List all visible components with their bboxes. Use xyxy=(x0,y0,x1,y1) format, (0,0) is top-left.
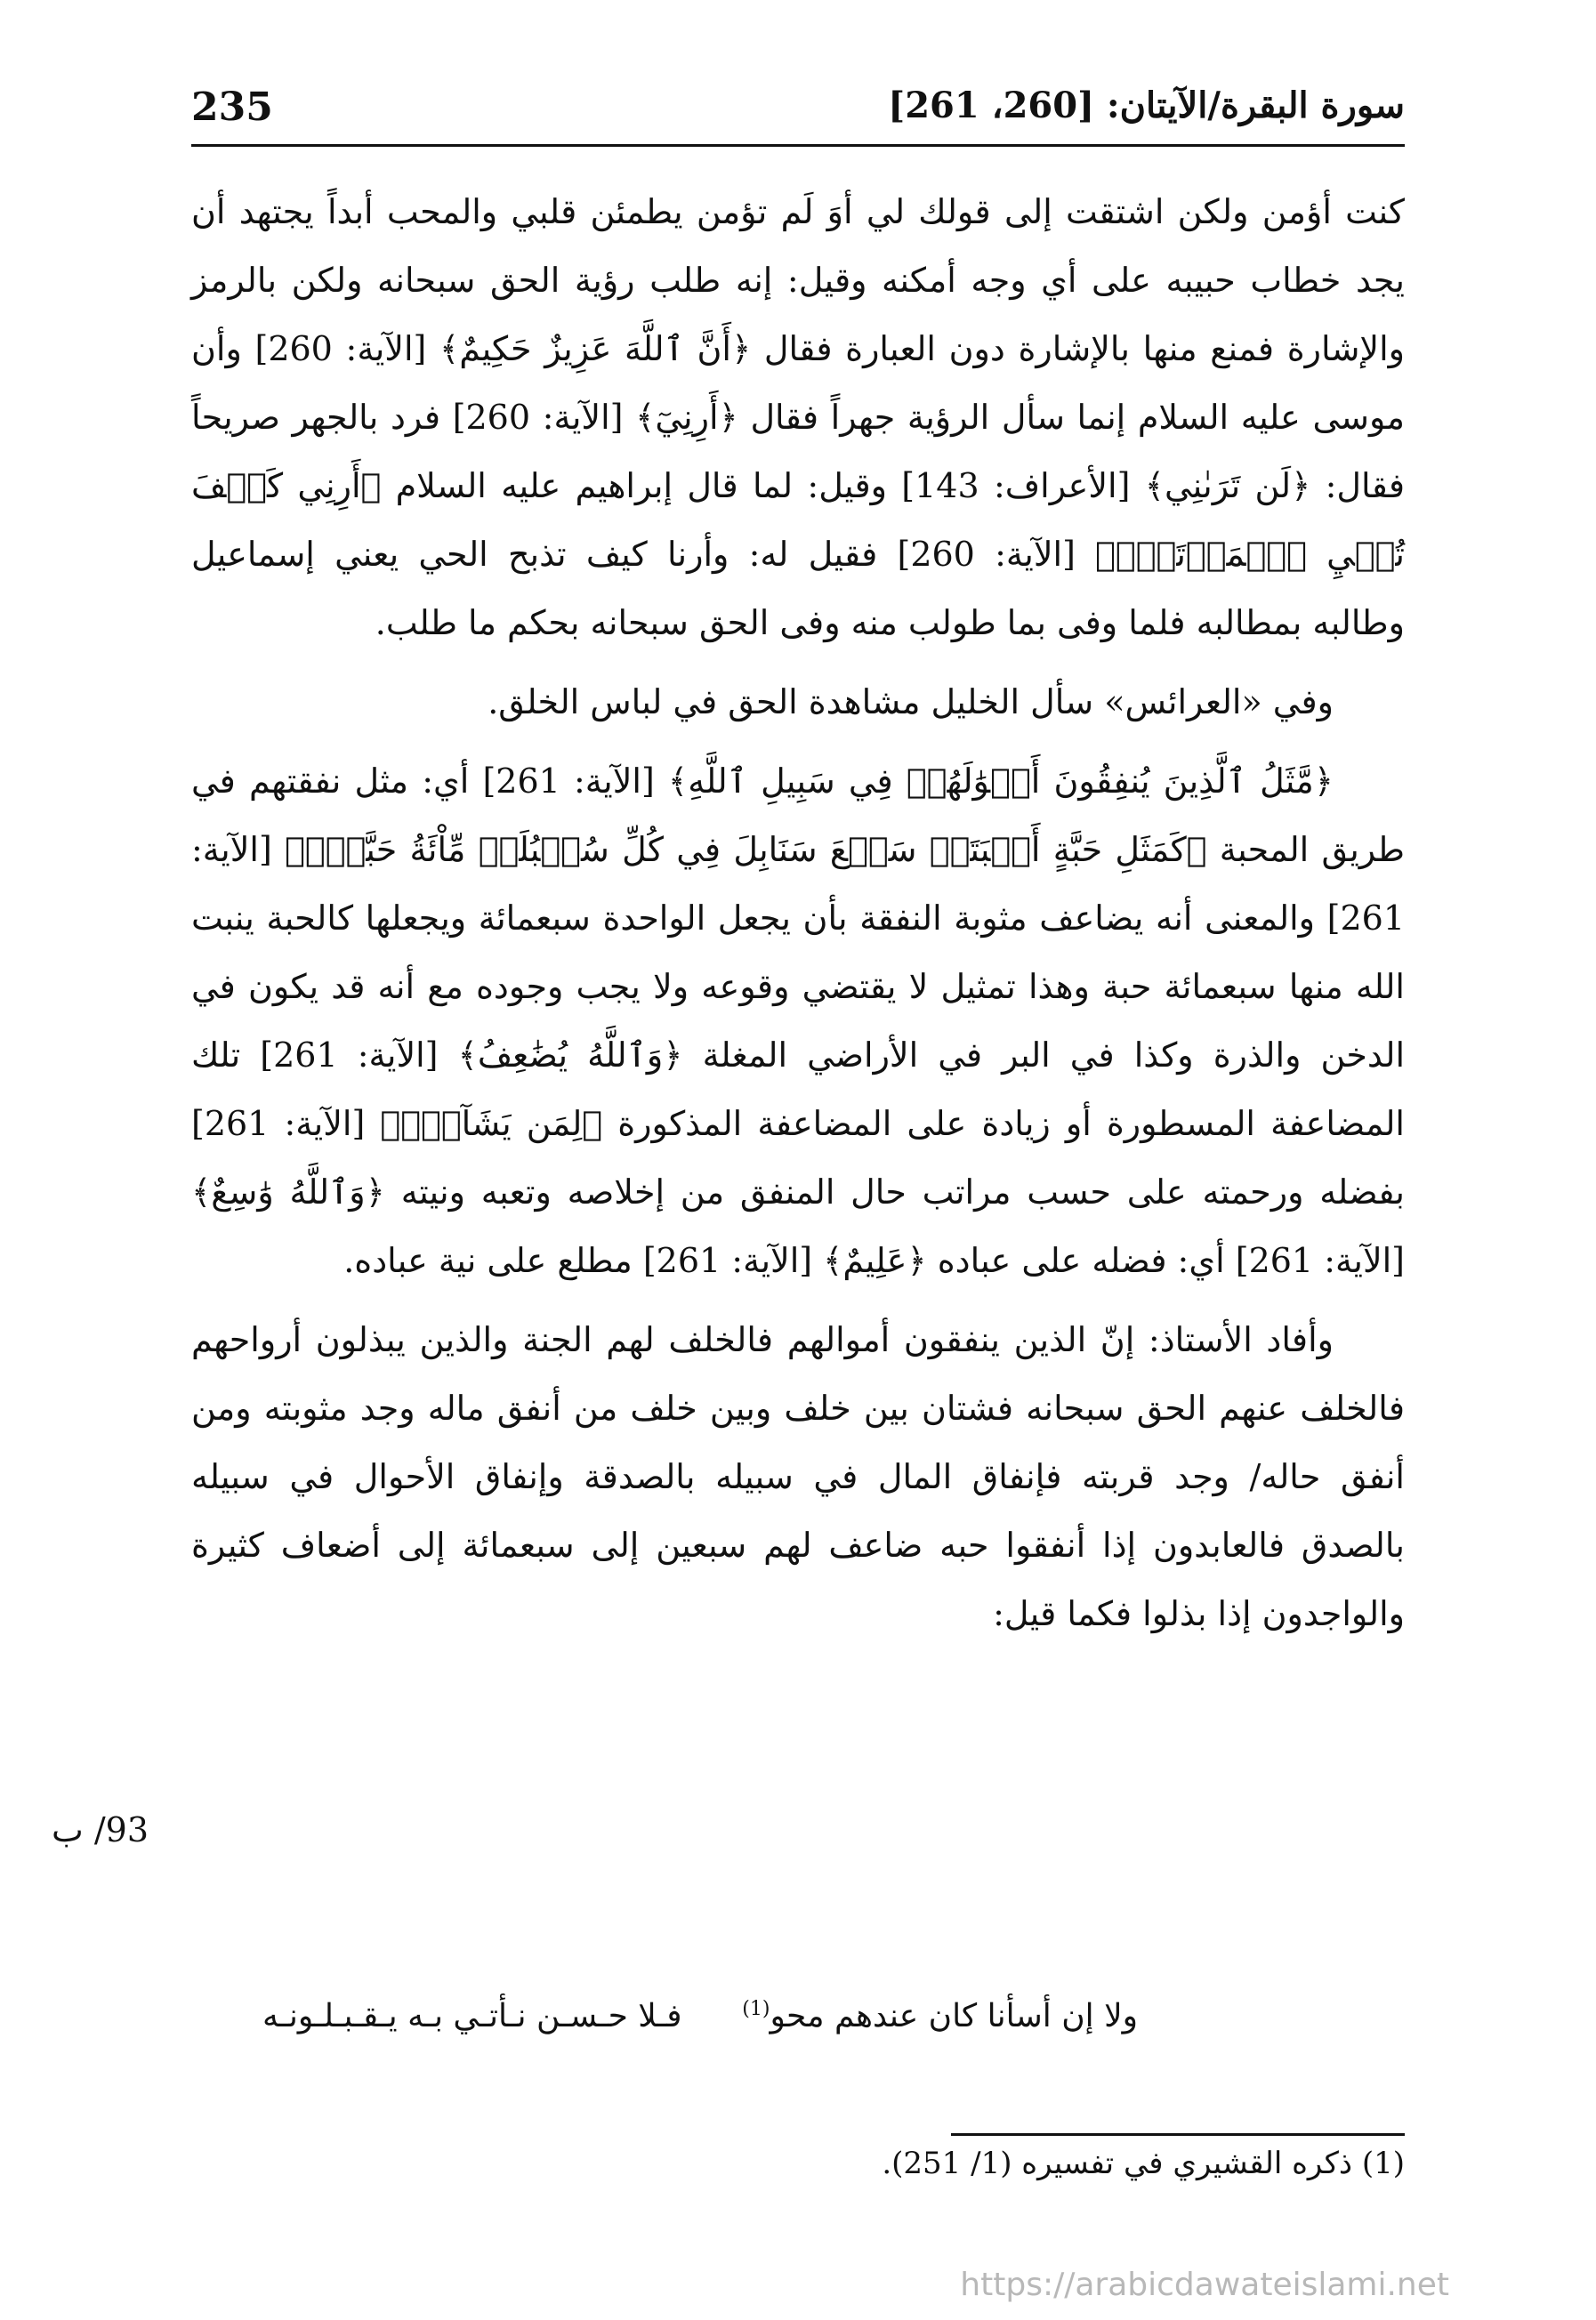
header-divider xyxy=(191,144,1405,147)
footnote: (1) ذكره القشيري في تفسيره (1/ 251). xyxy=(882,2146,1405,2181)
paragraph: ﴿مَّثَلُ ٱلَّذِينَ يُنفِقُونَ أَمۡوَٰلَهُمۡ فِي سَبِيلِ ٱللَّهِ﴾ [الآية: 261] أي: مثل نفقتهم في طريق المحبة ﴿كَمَثَلِ حَبَّةٍ أَنۢبَتَتۡ سَبۡعَ سَنَابِلَ فِي كُلِّ سُنۢبُلَةٖ مِّاْئَةُ حَبَّةٖۗ﴾ [الآية: 261] والمعنى أنه يضاعف مثوبة النفقة بأن يجعل الواحدة سبعمائة ويجعلها كالحبة ينبت الله منها سبعمائة حبة وهذا تمثيل لا يقتضي وقوعه ولا يجب وجوده مع أنه قد يكون في الدخن والذرة وكذا في البر في الأراضي المغلة ﴿وَٱللَّهُ يُضَٰعِفُ﴾ [الآية: 261] تلك المضاعفة المسطورة أو زيادة على المضاعفة المذكورة ﴿لِمَن يَشَآءُۗ﴾ [الآية: 261] بفضله ورحمته على حسب مراتب حال المنفق من إخلاصه وتعبه ونيته ﴿وَٱللَّهُ وَٰسِعٌ﴾ [الآية: 261] أي: فضله على عباده ﴿عَلِيمٌ﴾ [الآية: 261] مطلع على نية عباده. xyxy=(191,761,1405,1280)
manuscript-folio-note: 93/ ب xyxy=(52,1810,149,1849)
page-number: 235 xyxy=(191,85,273,130)
header-title: سورة البقرة/الآيتان: [260، 261] xyxy=(888,85,1405,126)
paragraph: كنت أؤمن ولكن اشتقت إلى قولك لي أوَ لَم تؤمن يطمئن قلبي والمحب أبداً يجتهد أن يجد خطاب حبيبه على أي وجه أمكنه وقيل: إنه طلب رؤية الحق سبحانه ولكن بالرمز والإشارة فمنع منها بالإشارة دون العبارة فقال ﴿أَنَّ ٱللَّهَ عَزِيزٌ حَكِيمٌ﴾ [الآية: 260] وأن موسى عليه السلام إنما سأل الرؤية جهراً فقال ﴿أَرِنِيٓ﴾ [الآية: 260] فرد بالجهر صريحاً فقال: ﴿لَن تَرَىٰنِي﴾ [الأعراف: 143] وقيل: لما قال إبراهيم عليه السلام ﴿أَرِنِي كَيۡفَ تُحۡيِ ٱلۡمَوۡتَىٰۖ﴾ [الآية: 260] فقيل له: وأرنا كيف تذبح الحي يعني إسماعيل وطالبه بمطالبه فلما وفى بما طولب منه وفى الحق سبحانه بحكم ما طلب. xyxy=(191,192,1406,642)
paragraph: وأفاد الأستاذ: إنّ الذين ينفقون أموالهم فالخلف لهم الجنة والذين يبذلون أرواحهم فالخلف عنهم الحق سبحانه فشتان بين خلف وبين خلف من أنفق ماله وجد مثوبته ومن أنفق حاله/ وجد قربته فإنفاق المال في سبيله بالصدقة وإنفاق الأحوال في سبيله بالصدق فالعابدون إذا أنفقوا حبه ضاعف لهم سبعين إلى سبعمائة إلى أضعاف كثيرة والواجدون إذا بذلوا فكما قيل: xyxy=(191,1320,1405,1633)
footnote-marker: (1) xyxy=(742,1998,770,2020)
verse-hemistich-second: فـلا حـسـن نـأتـي بـه يـقـبـلـونـه xyxy=(262,1998,682,2034)
verse-hemistich-first xyxy=(742,1998,1138,2034)
verse-hemistich-first-text: ولا إن أسأنا كان عندهم محو xyxy=(770,1998,1138,2034)
paragraph: وفي «العرائس» سأل الخليل مشاهدة الحق في لباس الخلق. xyxy=(488,682,1334,721)
poetry-verse xyxy=(191,1986,1405,2054)
main-text xyxy=(191,178,1405,1659)
footnote-divider xyxy=(951,2133,1405,2136)
watermark-url: https://arabicdawateislami.net xyxy=(960,2267,1449,2303)
running-head xyxy=(191,76,1405,147)
